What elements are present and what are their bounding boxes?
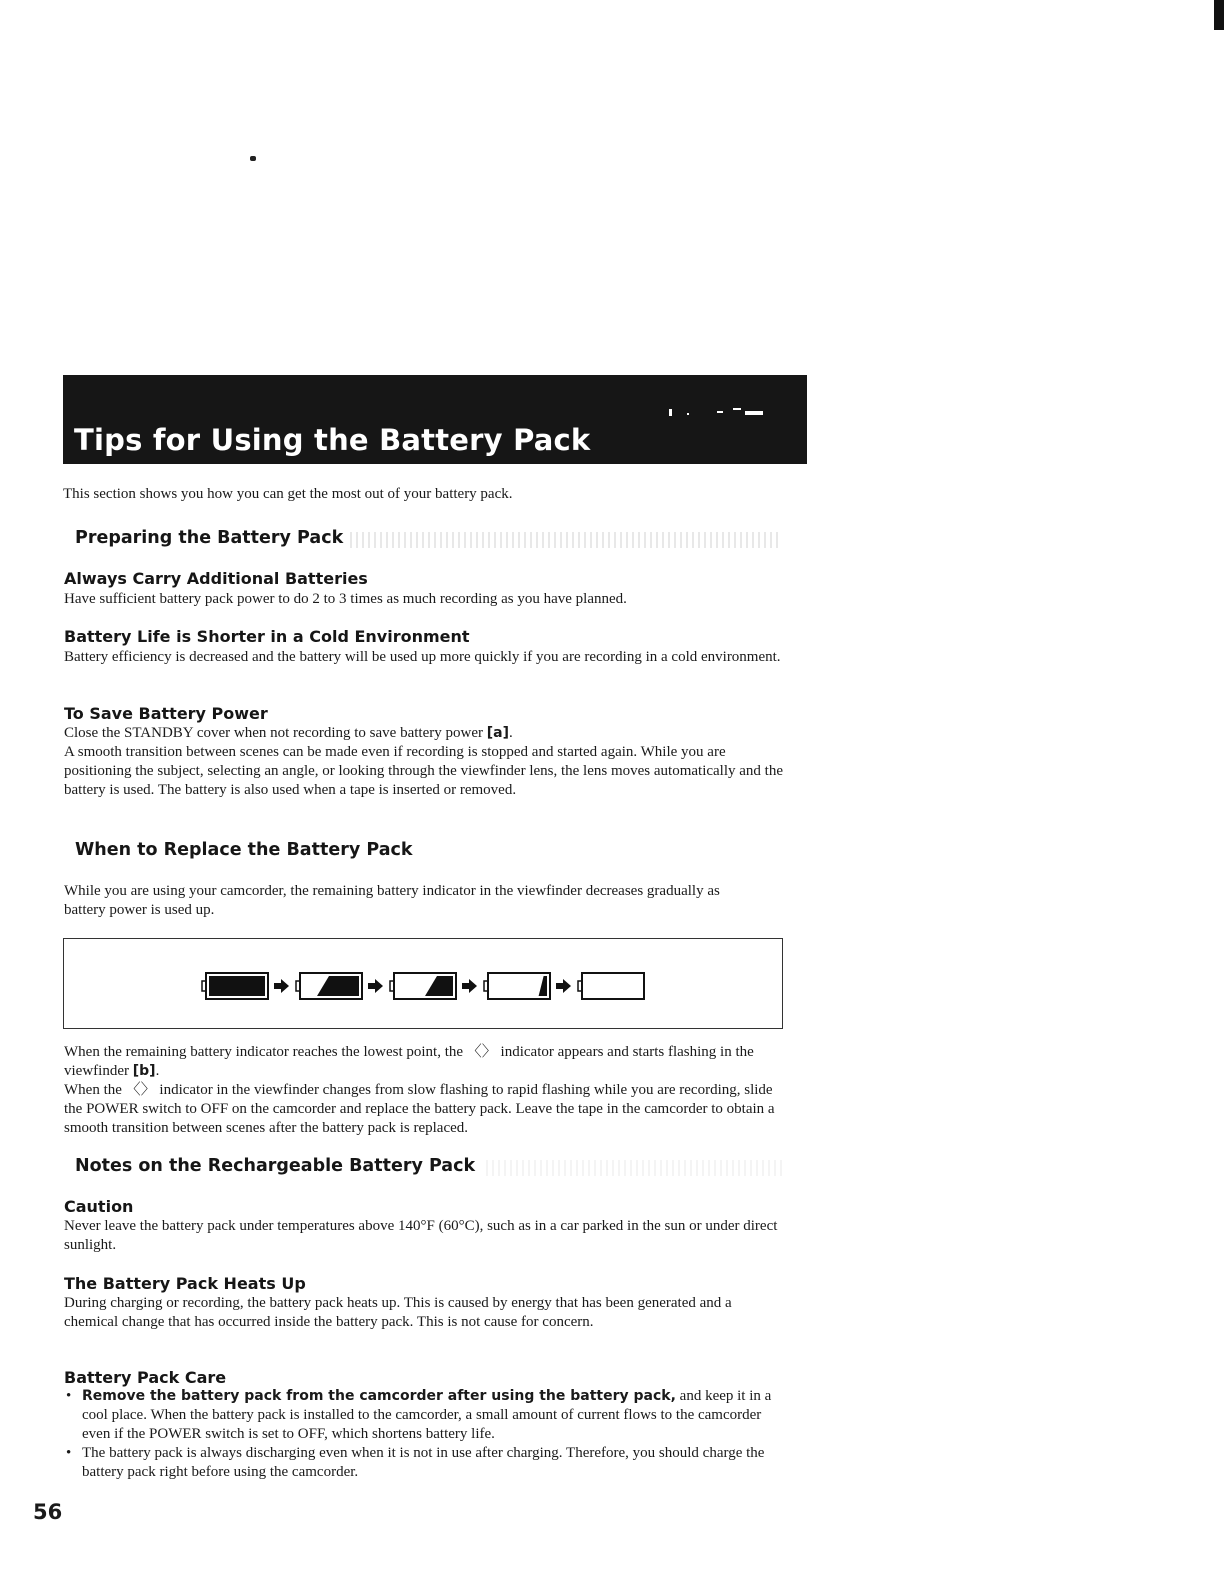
title-banner (63, 375, 807, 464)
page-number: 56 (33, 1500, 63, 1524)
battery-fill (539, 976, 547, 996)
scan-speck (250, 156, 256, 161)
indicator-text-1: When the remaining battery indicator reaches the lowest point, the 〈〉 indicator appears and starts flashing in the viewfinder [b]. (64, 1044, 754, 1079)
intro-text: This section shows you how you can get the most out of your battery pack. (63, 486, 513, 502)
section-heading-notes: Notes on the Rechargeable Battery Pack (75, 1156, 476, 1176)
low-battery-icon: 〈〉 (466, 1044, 497, 1060)
battery-indicator-figure (63, 938, 783, 1029)
edge-tab-mark (1214, 0, 1224, 30)
caution-text: Never leave the battery pack under temperatures above 140°F (60°C), such as in a car parked in the sun or under direct sunlight. (64, 1218, 778, 1253)
list-item: • The battery pack is always discharging even when it is not in use after charging. Therefore, you should charge the battery pack right before using the camcorder. (66, 1445, 765, 1480)
cold-environment-text: Battery efficiency is decreased and the battery will be used up more quickly if you are recording in a cold environment. (64, 649, 781, 665)
arrow-icon (274, 979, 289, 993)
ref-b: [b] (132, 1063, 156, 1079)
heats-up-text: During charging or recording, the battery pack heats up. This is caused by energy that has been generated and a chemical change that has occurred inside the battery pack. This is not cause for concern. (64, 1295, 732, 1330)
ref-a: [a] (486, 725, 509, 741)
section-heading-preparing: Preparing the Battery Pack (75, 528, 344, 548)
subheading-save-power: To Save Battery Power (64, 704, 268, 723)
page-title: Tips for Using the Battery Pack (74, 423, 591, 457)
banner-scan-marks (667, 405, 777, 419)
battery-fill (317, 976, 359, 996)
heading-scan-noise (350, 532, 780, 548)
care-list (64, 1387, 784, 1482)
battery-indicator-sequence (64, 939, 782, 1028)
subheading-care: Battery Pack Care (64, 1368, 227, 1387)
additional-batteries-text: Have sufficient battery pack power to do 2 to 3 times as much recording as you have planned. (64, 591, 627, 607)
save-power-text-2: A smooth transition between scenes can be made even if recording is stopped and started again. While you are positioning the subject, selecting an angle, or looking through the viewfinder lens, the lens moves automatically and the battery is used. The battery is also used when a tape is inserted or removed. (64, 744, 783, 798)
battery-fill (209, 976, 265, 996)
subheading-heats-up: The Battery Pack Heats Up (64, 1274, 306, 1293)
subheading-cold-environment: Battery Life is Shorter in a Cold Environment (64, 627, 470, 646)
replace-intro-text: While you are using your camcorder, the remaining battery indicator in the viewfinder decreases gradually as battery power is used up. (64, 883, 720, 918)
section-heading-replace: When to Replace the Battery Pack (75, 840, 413, 860)
low-battery-icon: 〈〉 (125, 1082, 156, 1098)
arrow-icon (556, 979, 571, 993)
battery-icon-5 (582, 973, 644, 999)
battery-fill (425, 976, 453, 996)
list-item: • Remove the battery pack from the camcorder after using the battery pack, and keep it in a cool place. When the battery pack is installed to the camcorder, a small amount of current flows to the camcorder even if the POWER switch is set to OFF, which shortens battery life. (66, 1388, 772, 1442)
arrow-icon (368, 979, 383, 993)
subheading-caution: Caution (64, 1197, 134, 1216)
arrow-icon (462, 979, 477, 993)
save-power-text-1: Close the STANDBY cover when not recording to save battery power [a]. (64, 725, 513, 741)
heading-scan-noise (486, 1160, 782, 1176)
indicator-text-2: When the 〈〉 indicator in the viewfinder changes from slow flashing to rapid flashing while you are recording, slide the POWER switch to OFF on the camcorder and replace the battery pack. Leave the tape in the camcorder to obtain a smooth transition between scenes after the battery pack is replaced. (64, 1082, 775, 1136)
subheading-additional-batteries: Always Carry Additional Batteries (64, 569, 368, 588)
